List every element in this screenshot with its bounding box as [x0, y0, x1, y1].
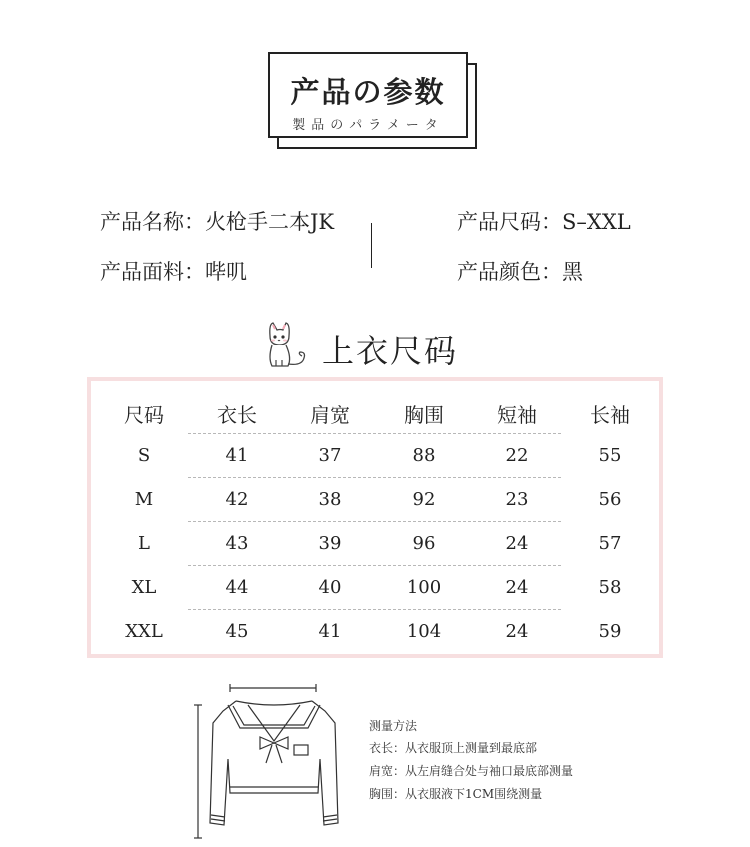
table-header-short-sleeve: 短袖 [497, 403, 537, 427]
table-cell-size: S [137, 445, 151, 466]
product-name-value: 火枪手二本JK [205, 210, 335, 234]
table-cell-shoulder: 39 [318, 533, 342, 554]
table-cell-long-sleeve: 58 [598, 577, 622, 598]
table-cell-short-sleeve: 22 [505, 445, 529, 466]
table-cell-size: XXL [125, 621, 163, 642]
table-cell-short-sleeve: 24 [505, 577, 529, 598]
table-cell-chest: 88 [412, 445, 436, 466]
product-color-label: 产品颜色： [457, 260, 562, 284]
row-divider [188, 433, 561, 434]
row-divider [188, 565, 561, 566]
page-title: 产品の参数 [290, 75, 446, 109]
table-cell-length: 45 [225, 621, 249, 642]
measurement-shoulder: 肩宽：从左肩缝合处与袖口最底部测量 [369, 764, 574, 778]
product-color [457, 256, 583, 286]
table-cell-chest: 96 [412, 533, 436, 554]
table-cell-length: 44 [225, 577, 249, 598]
table-cell-size: XL [131, 577, 157, 598]
product-fabric [100, 256, 247, 286]
page-subtitle: 製品のパラメータ [292, 118, 444, 133]
table-header-chest: 胸围 [404, 403, 444, 427]
measurement-length: 衣长：从衣服顶上测量到最底部 [369, 741, 538, 755]
row-divider [188, 477, 561, 478]
table-cell-length: 42 [225, 489, 249, 510]
product-size-label: 产品尺码： [457, 210, 562, 234]
jacket-outline-icon [194, 684, 338, 838]
table-cell-shoulder: 38 [318, 489, 342, 510]
table-cell-shoulder: 37 [318, 445, 342, 466]
measurement-title: 测量方法 [369, 719, 418, 733]
table-cell-long-sleeve: 55 [598, 445, 622, 466]
product-fabric-label: 产品面料： [100, 260, 205, 284]
table-cell-short-sleeve: 24 [505, 621, 529, 642]
table-cell-long-sleeve: 57 [598, 533, 622, 554]
product-color-value: 黑 [562, 260, 583, 284]
info-divider [371, 223, 372, 268]
table-cell-shoulder: 40 [318, 577, 342, 598]
cat-icon [258, 318, 314, 370]
measurement-chest: 胸围：从衣服液下1CM围绕测量 [369, 787, 543, 801]
table-cell-length: 43 [225, 533, 249, 554]
product-name-label: 产品名称： [100, 210, 205, 234]
table-cell-length: 41 [225, 445, 249, 466]
table-cell-long-sleeve: 59 [598, 621, 622, 642]
table-cell-short-sleeve: 23 [505, 489, 529, 510]
table-cell-chest: 92 [412, 489, 436, 510]
table-header-size: 尺码 [124, 403, 164, 427]
product-fabric-value: 哔叽 [205, 260, 247, 284]
table-cell-long-sleeve: 56 [598, 489, 622, 510]
jacket-sketch [188, 683, 358, 843]
row-divider [188, 609, 561, 610]
table-cell-size: L [138, 533, 150, 554]
table-cell-size: M [134, 489, 154, 510]
table-cell-chest: 100 [406, 577, 442, 598]
table-cell-shoulder: 41 [318, 621, 342, 642]
table-header-shoulder: 肩宽 [310, 403, 350, 427]
table-cell-chest: 104 [406, 621, 442, 642]
product-size-value: S–XXL [562, 210, 631, 234]
product-name [100, 206, 334, 236]
table-cell-short-sleeve: 24 [505, 533, 529, 554]
row-divider [188, 521, 561, 522]
product-size [457, 206, 631, 236]
table-header-long-sleeve: 长袖 [590, 403, 630, 427]
section-title: 上衣尺码 [322, 332, 459, 370]
table-header-length: 衣长 [217, 403, 257, 427]
